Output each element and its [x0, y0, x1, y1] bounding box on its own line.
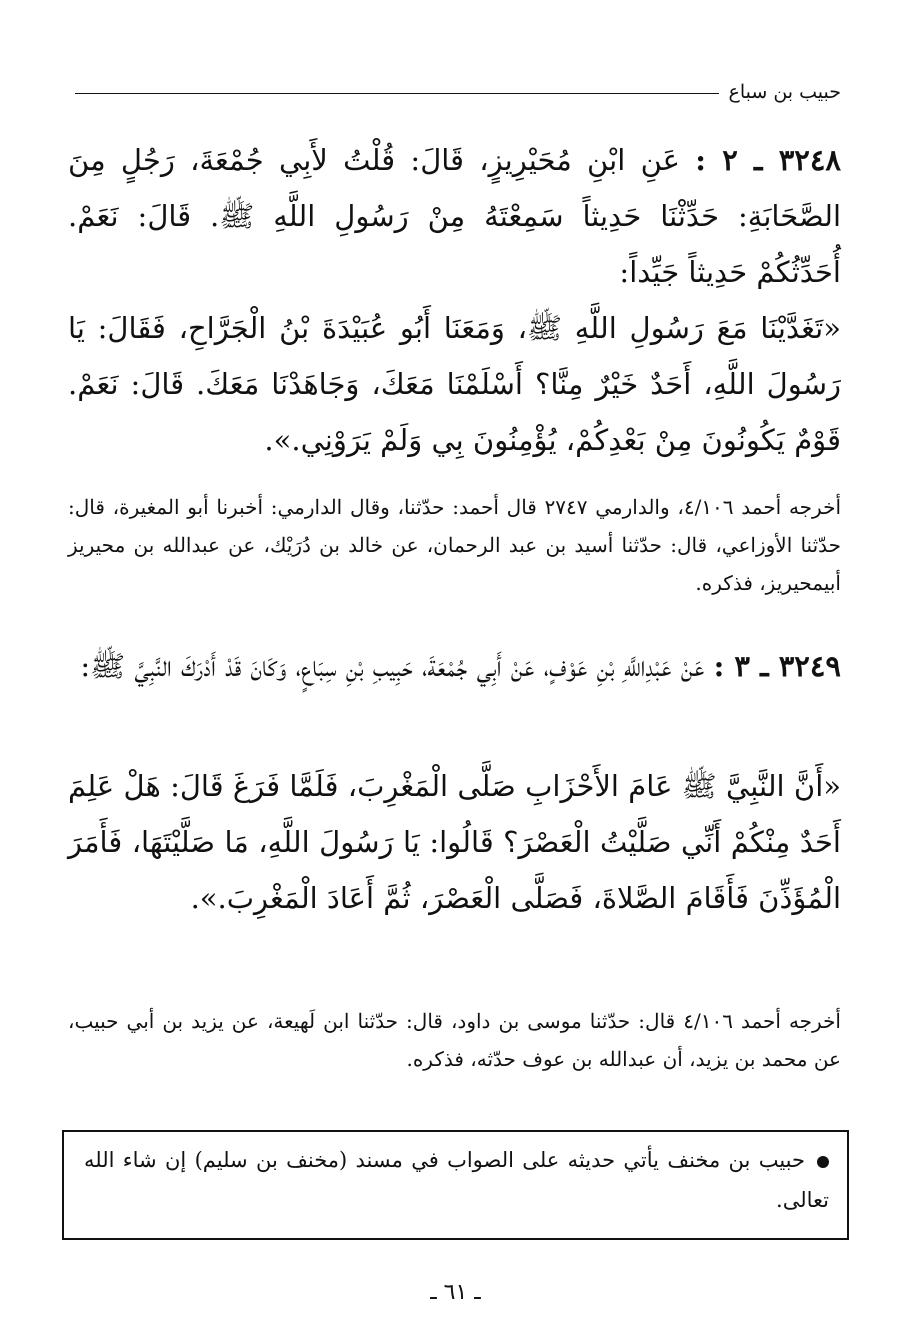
header-rule: [75, 93, 719, 94]
note-text: حبيب بن مخنف يأتي حديثه على الصواب في مسند (مخنف بن سليم) إن شاء الله تعالى.: [84, 1148, 829, 1212]
running-head: [75, 78, 841, 106]
page-number: ـ ٦١ ـ: [430, 1280, 481, 1305]
hadith-3248-intro: [68, 132, 841, 300]
hadith-3248-text: «تَغَدَّيْنَا مَعَ رَسُولِ اللَّهِ ﷺ، وَمَعَنَا أَبُو عُبَيْدَةَ بْنُ الْجَرَّاحِ، فَقَالَ: يَا رَسُولَ اللَّهِ، أَحَدٌ خَيْرٌ مِنَّا؟ أَسْلَمْنَا مَعَكَ، وَجَاهَدْنَا مَعَكَ. قَالَ: نَعَمْ. قَوْمٌ يَكُونُونَ مِنْ بَعْدِكُمْ، يُؤْمِنُونَ بِي وَلَمْ يَرَوْنِي.».: [68, 311, 841, 457]
takhrij-3248: أخرجه أحمد ٤/١٠٦، والدارمي ٢٧٤٧ قال أحمد: حدّثنا، وقال الدارمي: أخبرنا أبو المغيرة، قال: حدّثنا الأوزاعي، قال: حدّثنا أسيد بن عبد الرحمان، عن خالد بن دُرَيْك، عن عبدالله بن محيريز أبيمحيريز، فذكره.: [68, 495, 842, 595]
hadith-3249-text: «أَنَّ النَّبِيَّ ﷺ عَامَ الأَحْزَابِ صَلَّى الْمَغْرِبَ، فَلَمَّا فَرَغَ قَالَ: هَلْ عَلِمَ أَحَدٌ مِنْكُمْ أَنِّي صَلَّيْتُ الْعَصْرَ؟ قَالُوا: يَا رَسُولَ اللَّهِ، مَا صَلَّيْتَهَا، فَأَمَرَ الْمُؤَذِّنَ فَأَقَامَ الصَّلاةَ، فَصَلَّى الْعَصْرَ، ثُمَّ أَعَادَ الْمَغْرِبَ.».: [68, 769, 841, 915]
hadith-number: ٣٢٤٩ ـ ٣ :: [713, 649, 841, 683]
hadith-3249-intro: [68, 638, 841, 694]
hadith-number: ٣٢٤٨ ـ ٢ :: [695, 143, 841, 177]
takhrij-3249: أخرجه أحمد ٤/١٠٦ قال: حدّثنا موسى بن داود، قال: حدّثنا ابن لَهيعة، عن يزيد بن أبي حبيب، عن محمد بن يزيد، أن عبدالله بن عوف حدّثه، فذكره.: [68, 1009, 841, 1071]
bullet-icon: [817, 1156, 829, 1168]
hadith-isnad: عَنْ عَبْدِاللَّهِ بْنِ عَوْفٍ، عَنْ أَبِي جُمْعَةَ، حَبِيبِ بْنِ سِبَاعٍ، وَكَانَ قَدْ أَدْرَكَ النَّبِيَّ ﷺ:: [80, 649, 705, 683]
hadith-isnad: عَنِ ابْنِ مُحَيْرِيزٍ، قَالَ: قُلْتُ لأَبِي جُمْعَةَ، رَجُلٍ مِنَ الصَّحَابَةِ: حَدِّثْنَا حَدِيثاً سَمِعْتَهُ مِنْ رَسُولِ اللَّهِ ﷺ. قَالَ: نَعَمْ. أُحَدِّثُكُمْ حَدِيثاً جَيِّداً:: [68, 143, 841, 289]
note-box: [62, 1130, 849, 1240]
running-head-title: حبيب بن سباع: [728, 81, 841, 103]
